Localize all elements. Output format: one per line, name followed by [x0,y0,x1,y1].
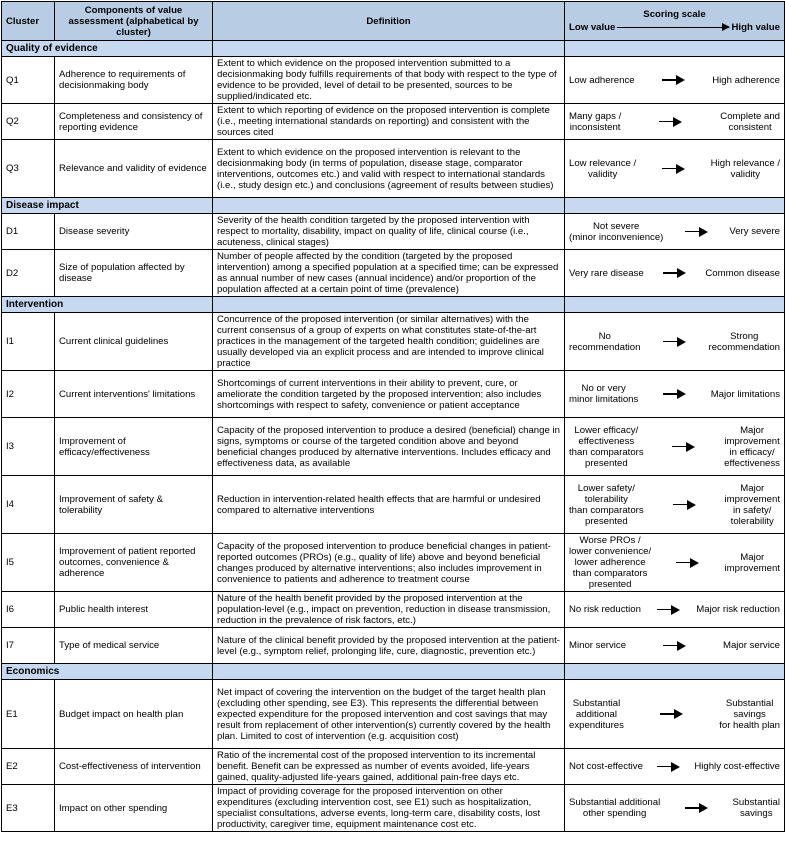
criterion-code: Q3 [2,140,55,198]
arrow-head [686,442,695,452]
criterion-scale [565,592,785,628]
criterion-scale [565,418,785,476]
criterion-scale [565,140,785,198]
scale-pair [569,425,780,469]
cluster-name: Economics [2,664,213,680]
criterion-scale [565,785,785,832]
criterion-code: Q2 [2,104,55,140]
criterion-component: Improvement of safety & tolerability [55,476,213,534]
arrow-head [677,268,686,278]
criterion-component: Disease severity [55,214,213,250]
scale-pair [569,535,780,590]
criterion-scale [565,250,785,297]
criterion-code: D1 [2,214,55,250]
scale-pair [569,640,780,651]
criterion-code: I1 [2,313,55,371]
header-cluster: Cluster [2,2,55,41]
cluster-empty-cell [213,41,565,57]
cluster-empty-cell [565,198,785,214]
criterion-definition: Impact of providing coverage for the proposed intervention on other expenditures (excluding intervention cost, see E1) such as hospitalization, specialist consultations, adverse events, long-term care, disability costs, lost productivity, caregiver time, equipment maintenance cost etc. [213,785,565,832]
arrow-head [674,709,683,719]
scale-pair [569,331,780,353]
criterion-scale [565,628,785,664]
arrow-shaft [673,504,687,506]
cluster-name: Quality of evidence [2,41,213,57]
scale-low-value: No recommendation [569,330,641,353]
arrow-head [671,605,680,615]
arrow-right-icon [685,803,708,813]
arrow-shaft [663,393,677,395]
table-row [2,250,785,297]
criterion-code: I7 [2,628,55,664]
criterion-component: Size of population affected by disease [55,250,213,297]
criterion-definition: Number of people affected by the condition (targeted by the proposed intervention) among a specified population at a specified time; can be expressed as annual number of new cases (annual incidence) and/or proportion of the population affected at a certain point of time (prevalence) [213,250,565,297]
criterion-scale [565,104,785,140]
arrow-shaft [663,645,677,647]
criterion-component: Cost-effectiveness of intervention [55,749,213,785]
header-scoring-scale [565,2,785,41]
arrow-shaft [662,79,676,81]
criterion-code: I5 [2,534,55,592]
scoring-scale-title: Scoring scale [643,9,706,20]
criterion-component: Improvement of efficacy/effectiveness [55,418,213,476]
criterion-component: Improvement of patient reported outcomes, convenience & adherence [55,534,213,592]
arrow-right-icon [657,762,680,772]
arrow-head [687,500,696,510]
arrow-right-icon [657,605,680,615]
arrow-right-icon [663,389,686,399]
arrow-head [699,803,708,813]
criterion-component: Current interventions' limitations [55,371,213,418]
header-definition: Definition [213,2,565,41]
scale-pair [569,483,780,527]
cluster-empty-cell [565,297,785,313]
scale-high-value: Strong recommendation [708,330,780,353]
high-value-label: High value [731,22,780,33]
criterion-definition: Nature of the clinical benefit provided by the proposed intervention at the patient-level (e.g., symptom relief, prolonging life, cure, diagnostic, prevention etc.) [213,628,565,664]
arrow-head [673,117,682,127]
arrow-shaft [663,272,677,274]
scale-pair [569,158,780,180]
scale-pair [569,383,780,405]
arrow-head [677,641,686,651]
cluster-empty-cell [565,664,785,680]
criterion-definition: Capacity of the proposed intervention to produce beneficial changes in patient-reported outcomes (PROs) (e.g., quality of life) above and beyond beneficial changes produced by alternative interventions; also includes improvement in convenience to patients and adherence to treatment course [213,534,565,592]
criterion-scale [565,371,785,418]
arrow-right-icon [672,442,695,452]
arrow-right-icon [685,227,708,237]
arrow-right-icon [663,641,686,651]
cluster-empty-cell [565,41,785,57]
arrow-shaft [657,609,671,611]
arrow-right-icon [662,75,685,85]
scale-low-value: Many gaps / inconsistent [569,110,622,133]
criterion-definition: Extent to which reporting of evidence on the proposed intervention is complete (i.e., meeting international standards on reporting) and consistent with the sources cited [213,104,565,140]
arrow-shaft [662,168,676,170]
table-row [2,680,785,749]
arrow-shaft [660,713,674,715]
criterion-definition: Extent to which evidence on the proposed intervention is relevant to the decisionmaking body (in terms of population, disease stage, comparator interventions, outcomes etc.) and valid with respect to international standards (i.e., study design etc.) and conclusions (agreement of results between studies) [213,140,565,198]
criterion-component: Budget impact on health plan [55,680,213,749]
criterion-code: I3 [2,418,55,476]
table-row [2,476,785,534]
arrow-shaft [676,562,690,564]
criterion-definition: Ratio of the incremental cost of the proposed intervention to its incremental benefit. Benefit can be expressed as number of events avoided, life-years gained, quality-adjusted life-years gained, additional pain-free days etc. [213,749,565,785]
scale-arrow-icon [617,27,729,28]
table-row [2,313,785,371]
arrow-shaft [659,121,673,123]
arrow-right-icon [663,268,686,278]
criterion-scale [565,57,785,104]
scale-low-value: Substantial additional expenditures [569,697,624,731]
scale-high-value: Substantial savings [732,797,780,819]
scale-pair [569,797,780,819]
scale-high-value: Substantial savings for health plan [719,697,780,731]
scale-low-value: Low relevance / validity [569,157,637,180]
criterion-component: Current clinical guidelines [55,313,213,371]
criterion-code: Q1 [2,57,55,104]
arrow-shaft [672,446,686,448]
criterion-definition: Nature of the health benefit provided by the proposed intervention at the population-level (e.g., impact on prevention, reduction in disease transmission, reduction in the prevalence of risk factors, etc.) [213,592,565,628]
scale-pair [569,111,780,133]
table-row [2,628,785,664]
scale-low-value: Minor service [569,640,627,651]
scale-high-value: Complete and consistent [720,110,780,133]
table-row [2,140,785,198]
value-assessment-table [1,1,785,832]
scale-high-value: Major service [722,640,780,651]
criterion-definition: Concurrence of the proposed intervention (or similar alternatives) with the current consensus of a group of experts on what constitutes state-of-the-art practices in the management of the targeted health condition; guidelines are usually developed via an explicit process and are intended to improve clinical practice [213,313,565,371]
criterion-scale [565,534,785,592]
table-row [2,104,785,140]
scale-high-value: High adherence [712,74,780,86]
arrow-right-icon [663,337,686,347]
scale-low-value: Lower efficacy/ effectiveness than comparators presented [569,424,644,469]
criterion-scale [565,749,785,785]
arrow-right-icon [673,500,696,510]
scale-low-value: Not severe (minor inconvenience) [569,220,664,243]
arrow-head [671,762,680,772]
criterion-component: Public health interest [55,592,213,628]
cluster-row [2,198,785,214]
criterion-code: I6 [2,592,55,628]
cluster-row [2,297,785,313]
criterion-scale [565,313,785,371]
scale-high-value: Common disease [705,267,780,279]
header-components: Components of value assessment (alphabetical by cluster) [55,2,213,41]
scale-low-value: Low adherence [569,74,635,86]
scale-low-value: Lower safety/ tolerability than comparators presented [569,482,644,527]
arrow-shaft [663,341,677,343]
scale-low-value: No risk reduction [569,604,641,615]
criterion-code: D2 [2,250,55,297]
table-header-row [2,2,785,41]
scale-high-value: Major improvement in efficacy/ effectiveness [724,424,780,469]
scale-high-value: Major limitations [710,388,780,400]
arrow-head [677,389,686,399]
table-row [2,418,785,476]
table-row [2,57,785,104]
arrow-head [676,164,685,174]
low-value-label: Low value [569,22,616,33]
criterion-component: Completeness and consistency of reporting evidence [55,104,213,140]
criterion-code: I4 [2,476,55,534]
cluster-empty-cell [213,297,565,313]
scale-pair [569,761,780,772]
cluster-row [2,41,785,57]
arrow-shaft [657,766,671,768]
cluster-name: Disease impact [2,198,213,214]
scale-pair [569,698,780,731]
arrow-right-icon [676,558,699,568]
cluster-empty-cell [213,664,565,680]
criterion-component: Adherence to requirements of decisionmaking body [55,57,213,104]
scale-pair [569,604,780,615]
scale-pair [569,75,780,86]
criterion-code: I2 [2,371,55,418]
scale-pair [569,268,780,279]
criterion-definition: Extent to which evidence on the proposed intervention submitted to a decisionmaking body fulfills requirements of that body with respect to the type of evidence to be provided, level of detail to be presented, sources to be supplied/indicated etc. [213,57,565,104]
arrow-head [690,558,699,568]
criterion-definition: Capacity of the proposed intervention to produce a desired (beneficial) change in signs, symptoms or course of the targeted condition above and beyond beneficial changes produced by alternative interventions. Includes efficacy and effectiveness data, as available [213,418,565,476]
cluster-row [2,664,785,680]
criterion-code: E1 [2,680,55,749]
criterion-component: Type of medical service [55,628,213,664]
arrow-right-icon [662,164,685,174]
criterion-scale [565,680,785,749]
criterion-definition: Net impact of covering the intervention on the budget of the target health plan (excluding other spending, see E3). This represents the differential between expected expenditure for the proposed intervention and cost savings that may result from replacement of other intervention(s) currently covered by the health plan. Limited to cost of intervention (e.g. acquisition cost) [213,680,565,749]
criterion-component: Relevance and validity of evidence [55,140,213,198]
table-row [2,749,785,785]
arrow-head [677,337,686,347]
scale-high-value: Major risk reduction [696,604,780,615]
criterion-scale [565,214,785,250]
criterion-component: Impact on other spending [55,785,213,832]
scale-high-value: Major improvement [724,551,780,574]
scale-low-value: Not cost-effective [569,761,643,772]
arrow-head [676,75,685,85]
criterion-definition: Shortcomings of current interventions in their ability to prevent, cure, or ameliorate the condition targeted by the proposed intervention; also includes shortcomings with respect to safety, convenience or patient acceptance [213,371,565,418]
table-row [2,371,785,418]
scale-high-value: High relevance / validity [710,157,780,180]
arrow-right-icon [660,709,683,719]
scale-low-value: No or very minor limitations [569,383,639,405]
arrow-shaft [685,231,699,233]
criterion-scale [565,476,785,534]
scale-low-value: Very rare disease [569,267,644,279]
criterion-definition: Reduction in intervention-related health effects that are harmful or undesired compared to alternative interventions [213,476,565,534]
arrow-right-icon [659,117,682,127]
arrow-shaft [685,807,699,809]
cluster-empty-cell [213,198,565,214]
scale-high-value: Highly cost-effective [694,761,780,772]
scale-high-value: Major improvement in safety/ tolerability [724,482,780,527]
cluster-name: Intervention [2,297,213,313]
criterion-code: E2 [2,749,55,785]
criterion-definition: Severity of the health condition targeted by the proposed intervention with respect to mortality, disability, impact on quality of life, clinical course (i.e., acuteness, clinical stages) [213,214,565,250]
table-row [2,785,785,832]
scale-low-value: Worse PROs / lower convenience/ lower adherence than comparators presented [569,535,652,590]
scale-low-value: Substantial additional other spending [569,797,661,819]
arrow-head [699,227,708,237]
scale-high-value: Very severe [729,226,780,237]
scale-pair [569,221,780,243]
table-body [2,41,785,832]
criterion-code: E3 [2,785,55,832]
table-row [2,534,785,592]
table-row [2,592,785,628]
table-row [2,214,785,250]
